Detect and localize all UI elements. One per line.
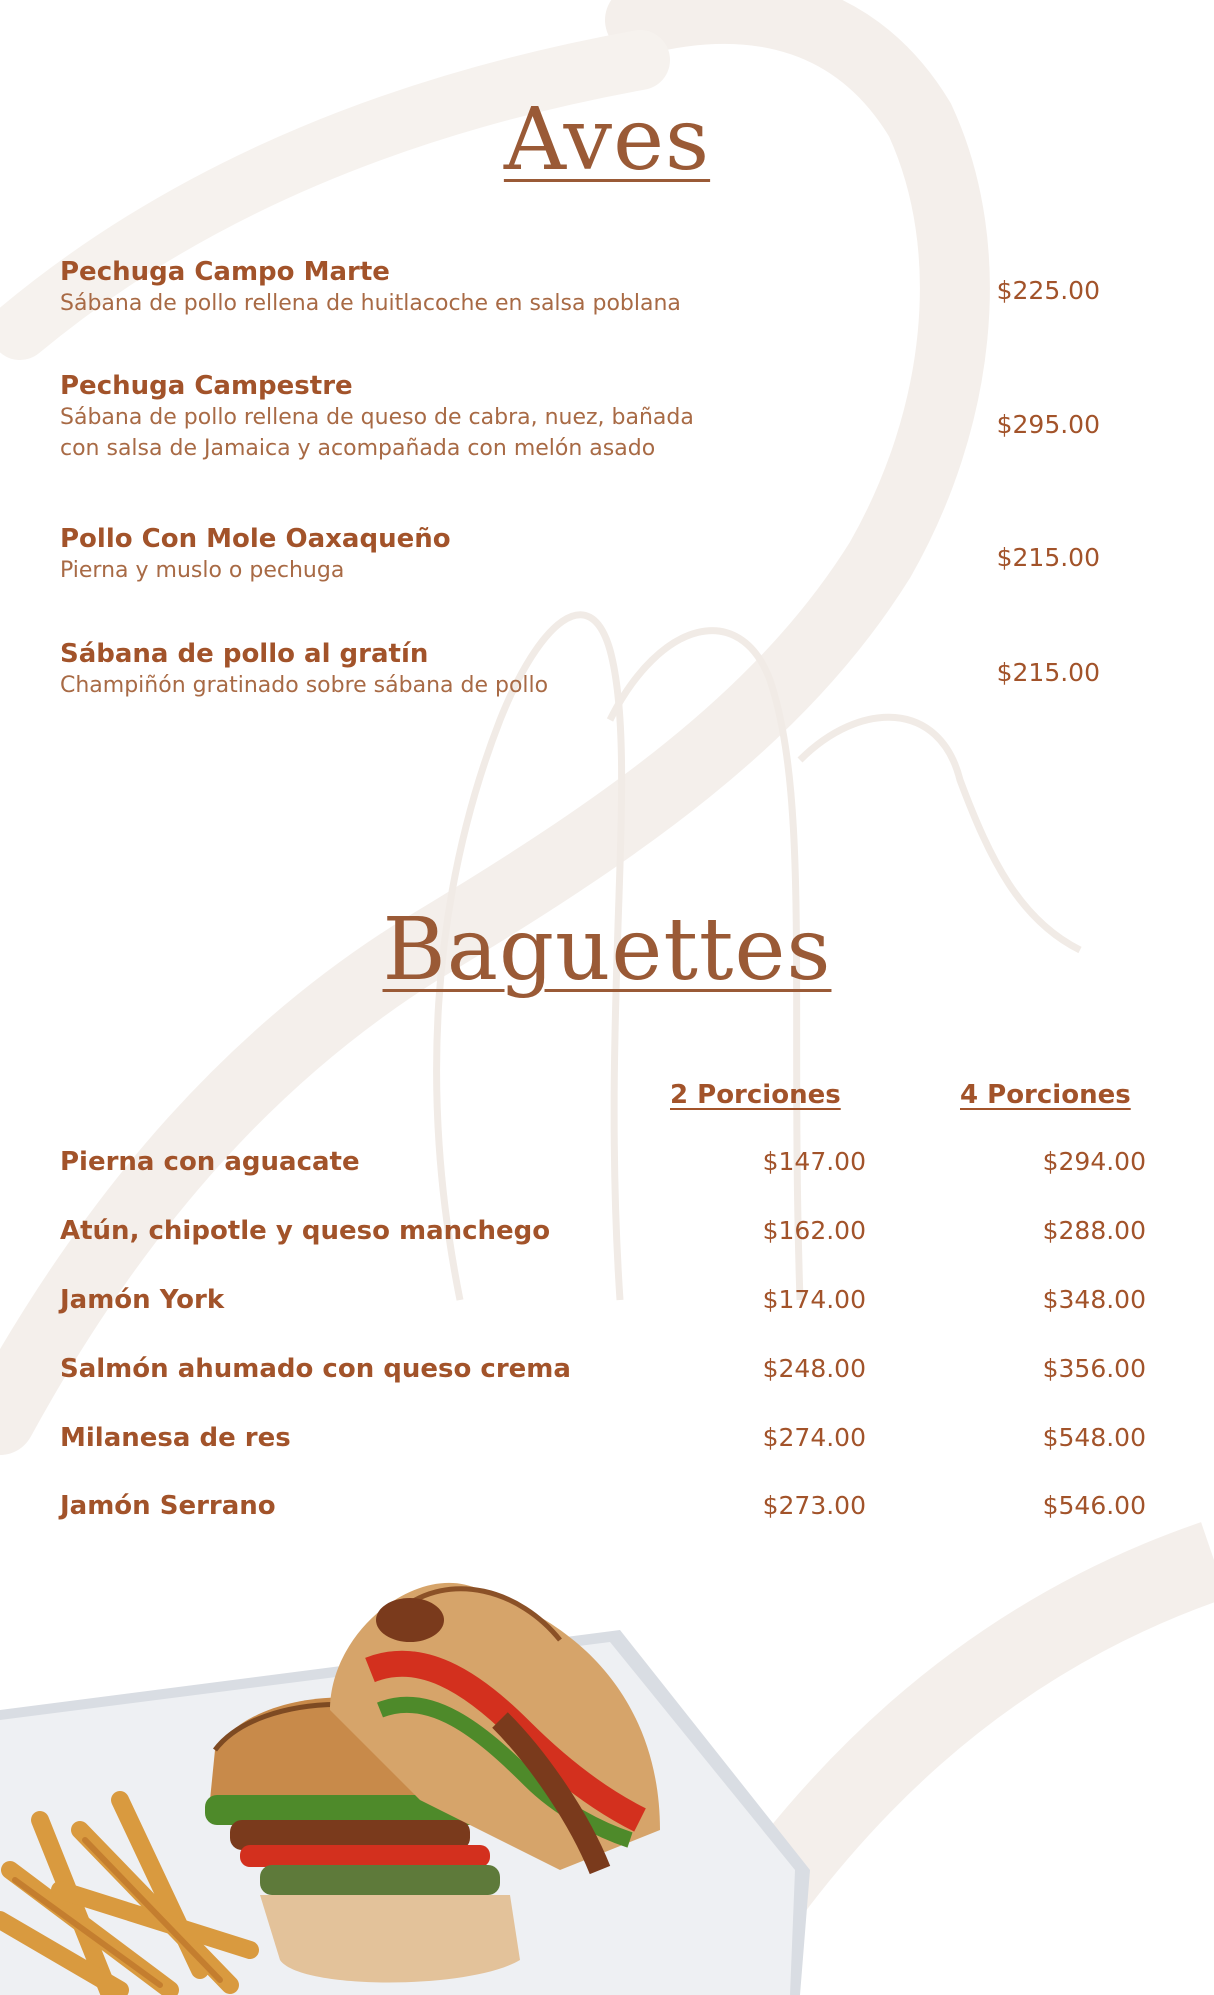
aves-item xyxy=(60,523,1100,586)
aves-item xyxy=(60,256,1100,319)
aves-item-name: Pechuga Campestre xyxy=(60,371,353,401)
baguette-row xyxy=(60,1216,1146,1256)
baguette-price-2: $174.00 xyxy=(762,1285,866,1314)
aves-item-description: Sábana de pollo rellena de huitlacoche en salsa poblana xyxy=(60,291,681,316)
baguette-row xyxy=(60,1423,1146,1463)
aves-item-price: $295.00 xyxy=(996,410,1100,439)
baguette-price-4: $294.00 xyxy=(1042,1147,1146,1176)
baguette-price-4: $288.00 xyxy=(1042,1216,1146,1245)
aves-item-description: Sábana de pollo rellena de queso de cabra, nuez, bañada con salsa de Jamaica y acompañada con melón asado xyxy=(60,405,694,461)
baguette-price-4: $356.00 xyxy=(1042,1354,1146,1383)
baguette-row xyxy=(60,1147,1146,1187)
baguette-price-4: $548.00 xyxy=(1042,1423,1146,1452)
baguette-price-2: $248.00 xyxy=(762,1354,866,1383)
baguette-price-2: $162.00 xyxy=(762,1216,866,1245)
baguettes-section-title: Baguettes xyxy=(382,900,832,1000)
baguette-sandwich-photo xyxy=(0,1570,820,1995)
aves-item-name: Sábana de pollo al gratín xyxy=(60,639,429,669)
aves-item-price: $215.00 xyxy=(996,658,1100,687)
baguette-row xyxy=(60,1285,1146,1325)
aves-item xyxy=(60,638,1100,701)
baguette-row xyxy=(60,1491,1146,1531)
baguette-name: Jamón York xyxy=(60,1285,225,1315)
aves-item-description: Pierna y muslo o pechuga xyxy=(60,558,345,583)
baguette-row xyxy=(60,1354,1146,1394)
column-header-4-porciones: 4 Porciones xyxy=(960,1080,1131,1110)
baguette-name: Salmón ahumado con queso crema xyxy=(60,1354,571,1384)
aves-item-price: $225.00 xyxy=(996,276,1100,305)
aves-item-price: $215.00 xyxy=(996,543,1100,572)
column-header-2-porciones: 2 Porciones xyxy=(670,1080,841,1110)
aves-section-title: Aves xyxy=(503,90,711,190)
baguette-price-2: $273.00 xyxy=(762,1491,866,1520)
aves-item xyxy=(60,370,1100,464)
aves-item-description: Champiñón gratinado sobre sábana de pollo xyxy=(60,673,549,698)
baguette-price-4: $546.00 xyxy=(1042,1491,1146,1520)
aves-item-name: Pollo Con Mole Oaxaqueño xyxy=(60,524,451,554)
baguette-price-4: $348.00 xyxy=(1042,1285,1146,1314)
baguette-price-2: $274.00 xyxy=(762,1423,866,1452)
baguette-name: Pierna con aguacate xyxy=(60,1147,360,1177)
aves-item-name: Pechuga Campo Marte xyxy=(60,257,390,287)
baguette-name: Milanesa de res xyxy=(60,1423,291,1453)
baguette-name: Jamón Serrano xyxy=(60,1491,276,1521)
baguette-name: Atún, chipotle y queso manchego xyxy=(60,1216,551,1246)
baguette-price-2: $147.00 xyxy=(762,1147,866,1176)
